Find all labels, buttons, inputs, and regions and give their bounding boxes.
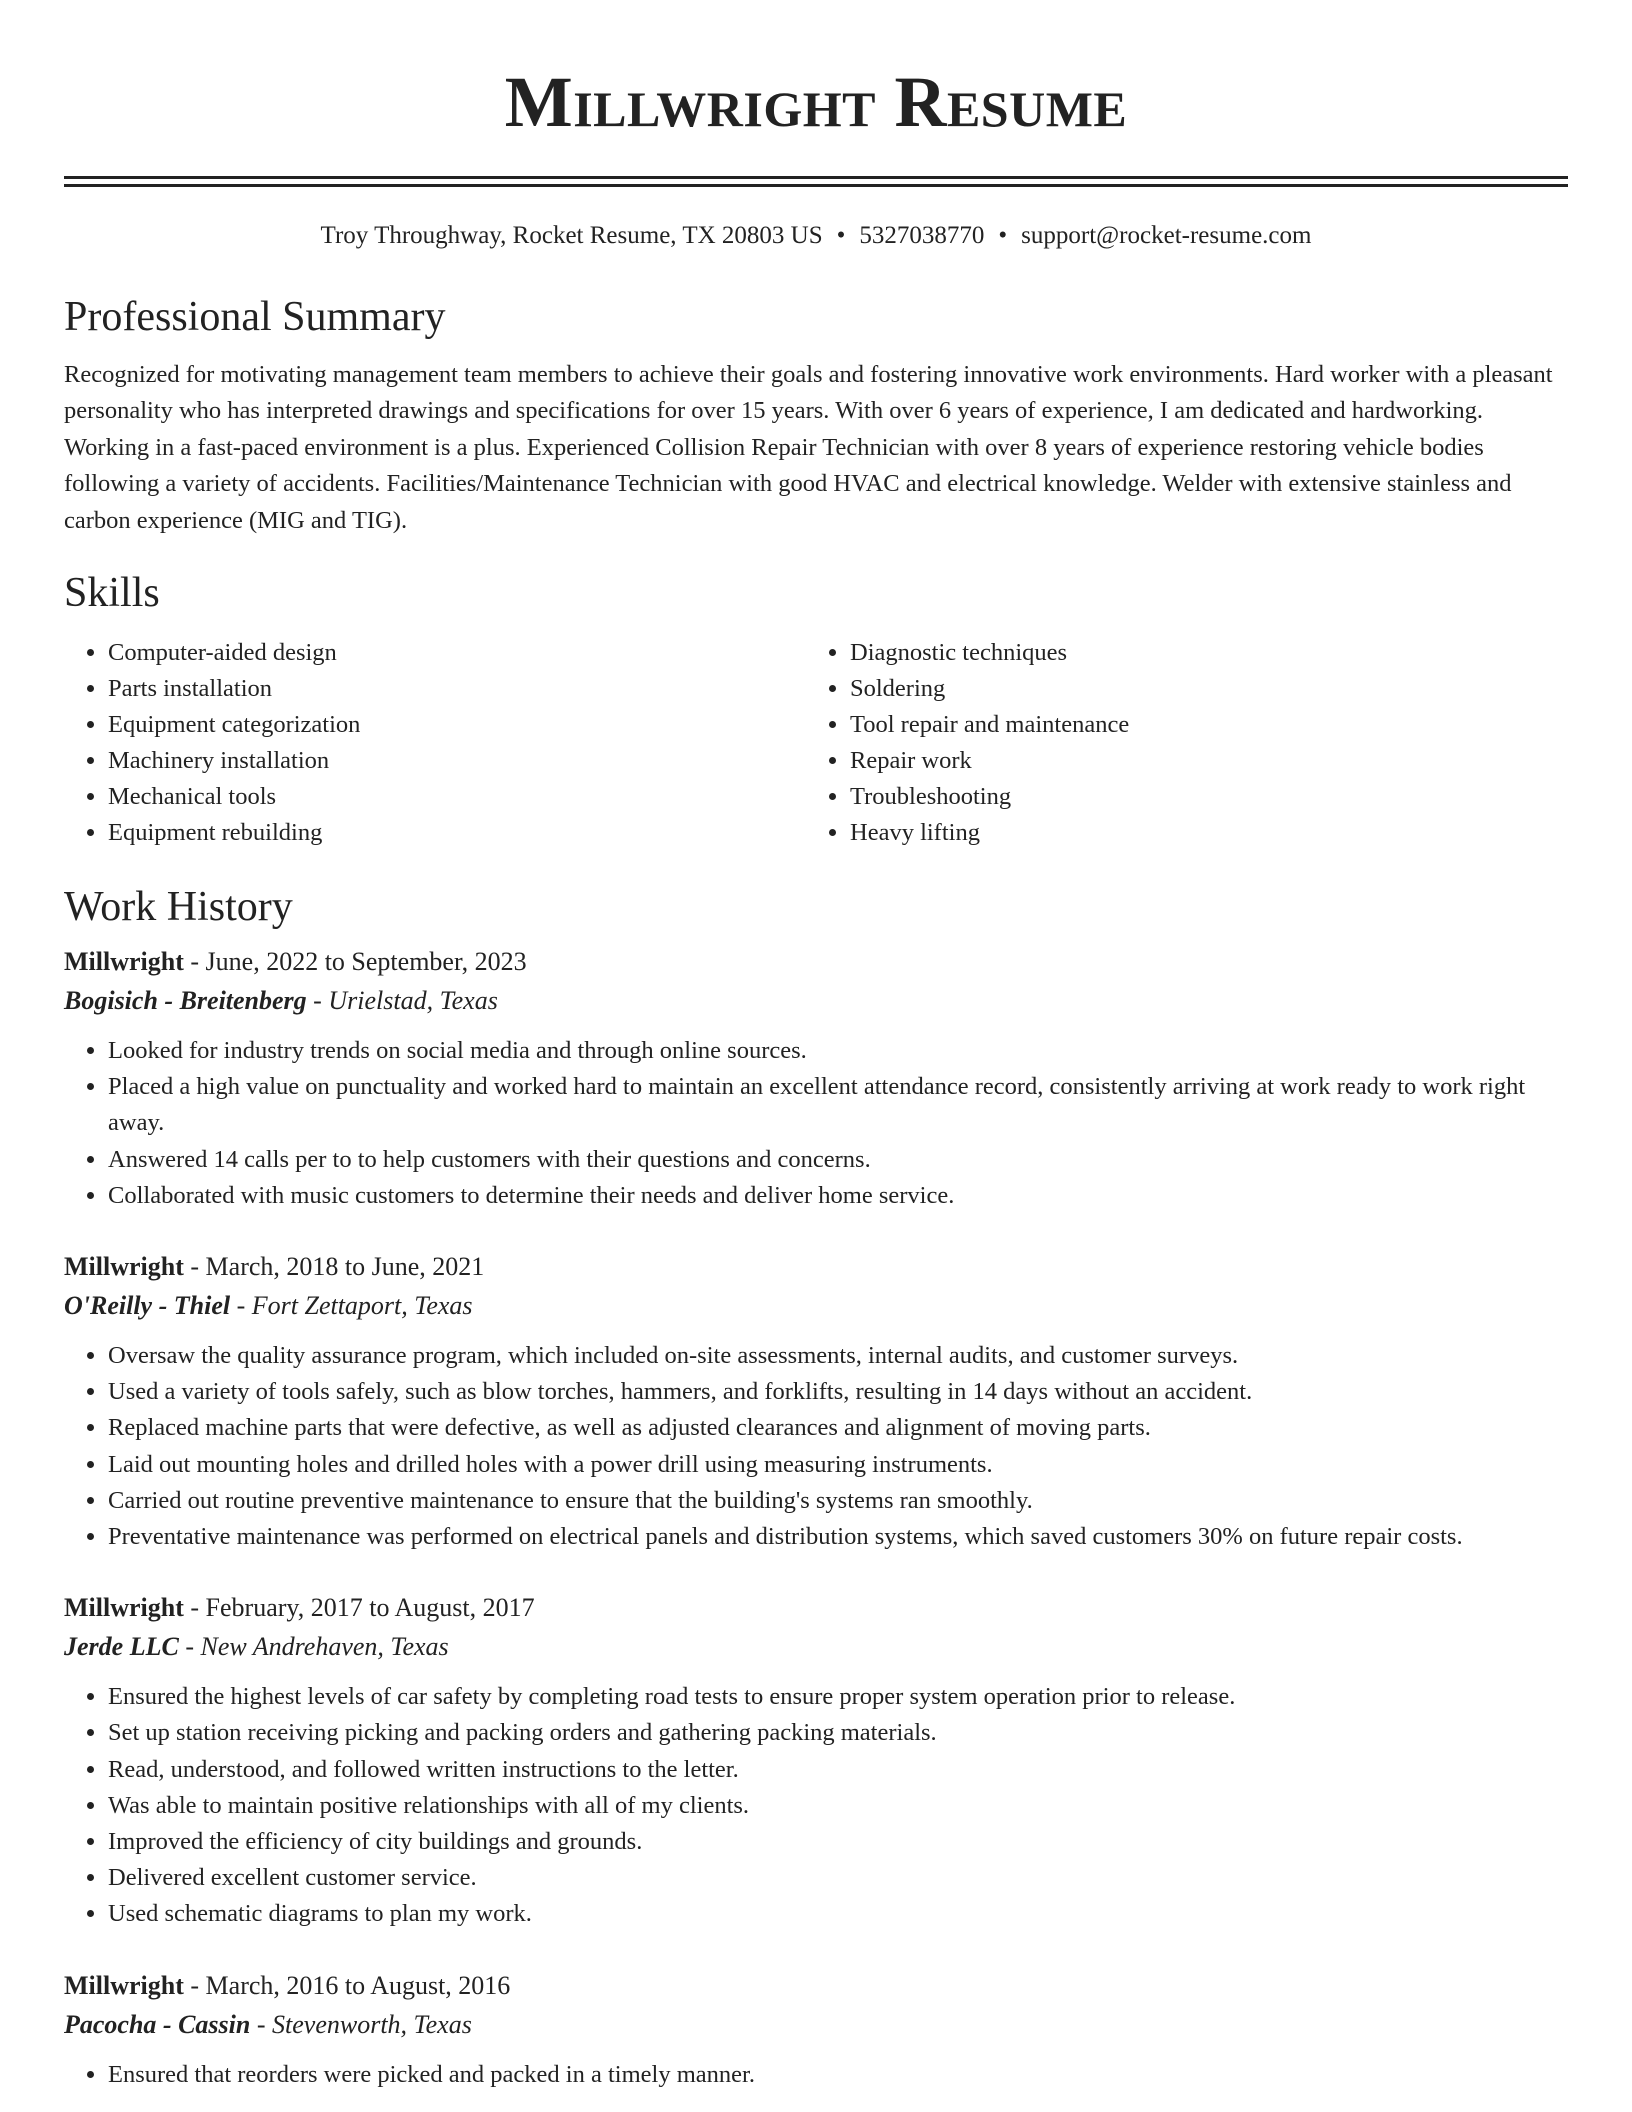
job-bullet: • Ensured that reorders were picked and packed in a timely manner. [108,2057,1568,2093]
skill-item: • Tool repair and maintenance [850,707,1548,743]
job-bullet: • Used a variety of tools safely, such as blow torches, hammers, and forklifts, resulting in 14 days without an accident. [108,1374,1568,1410]
job-bullet: • Was able to maintain positive relationships with all of my clients. [108,1788,1568,1824]
job-dates: March, 2016 to August, 2016 [205,1970,511,2000]
job-bullet: • Answered 14 calls per to to help customers with their questions and concerns. [108,1142,1568,1178]
job-company: O'Reilly - Thiel [64,1291,231,1321]
contact-separator: • [998,222,1008,249]
skills-column-right [806,635,1548,851]
skills-list [64,635,1568,851]
contact-phone: 5327038770 [859,222,985,249]
job-location: Stevenworth, Texas [272,2009,472,2039]
job-header: Millwright - March, 2016 to August, 2016 [64,1970,511,2000]
skill-item: • Mechanical tools [108,779,806,815]
job-header: Millwright - March, 2018 to June, 2021 [64,1252,485,1282]
job-company-line: Pacocha - Cassin - Stevenworth, Texas [64,2009,472,2039]
summary-text: Recognized for motivating management team members to achieve their goals and fostering innovative work environments. Hard worker with a pleasant personality who has interpreted drawings and specifications for over 15 years. With over 6 years of experience, I am dedicated and hardworking. Working in a fast-paced environment is a plus. Experienced Collision Repair Technician with over 8 years of experience restoring vehicle bodies following a variety of accidents. Facilities/Maintenance Technician with good HVAC and electrical knowledge. Welder with extensive stainless and carbon experience (MIG and TIG). [64,361,1553,534]
job-bullet: • Collaborated with music customers to determine their needs and deliver home service. [108,1178,1568,1214]
skill-item: • Soldering [850,671,1548,707]
job-bullet: • Read, understood, and followed written instructions to the letter. [108,1752,1568,1788]
job-bullets [64,1679,1568,1932]
skills-column-left [64,635,806,851]
job-entry [64,1248,1568,1555]
job-company: Pacocha - Cassin [64,2009,251,2039]
job-bullet: • Set up station receiving picking and packing orders and gathering packing materials. [108,1715,1568,1751]
job-role: Millwright [64,947,184,977]
contact-email: support@rocket-resume.com [1021,222,1312,249]
job-company: Bogisich - Breitenberg [64,986,307,1016]
job-header: Millwright - June, 2022 to September, 2023 [64,947,527,977]
job-bullet: • Ensured the highest levels of car safety by completing road tests to ensure proper system operation prior to release. [108,1679,1568,1715]
skill-item: • Machinery installation [108,743,806,779]
job-bullet: • Carried out routine preventive maintenance to ensure that the building's systems ran smoothly. [108,1483,1568,1519]
job-location: New Andrehaven, Texas [200,1632,449,1662]
job-company-line: O'Reilly - Thiel - Fort Zettaport, Texas [64,1291,473,1321]
job-role: Millwright [64,1593,184,1623]
skill-item: • Heavy lifting [850,815,1548,851]
job-bullet: • Looked for industry trends on social media and through online sources. [108,1033,1568,1069]
skill-item: • Computer-aided design [108,635,806,671]
job-company-line: Bogisich - Breitenberg - Urielstad, Texas [64,986,498,1016]
contact-address: Troy Throughway, Rocket Resume, TX 20803 US [320,222,823,249]
summary-heading: Professional Summary [64,294,446,340]
job-bullet: • Used schematic diagrams to plan my work. [108,1896,1568,1932]
job-bullet: • Laid out mounting holes and drilled holes with a power drill using measuring instruments. [108,1447,1568,1483]
job-dates: February, 2017 to August, 2017 [205,1593,535,1623]
work-history-heading: Work History [64,884,293,931]
job-bullet: • Delivered excellent customer service. [108,1860,1568,1896]
skill-item: • Equipment rebuilding [108,815,806,851]
job-bullets [64,2057,1568,2093]
contact-separator: • [836,222,846,249]
job-entry [64,943,1568,1214]
resume-content [0,291,1632,2093]
job-bullet: • Improved the efficiency of city buildings and grounds. [108,1824,1568,1860]
job-entry [64,1589,1568,1932]
job-company: Jerde LLC [64,1632,179,1662]
job-location: Fort Zettaport, Texas [251,1291,473,1321]
job-dates: March, 2018 to June, 2021 [205,1252,485,1282]
job-bullet: • Placed a high value on punctuality and worked hard to maintain an excellent attendance record, consistently arriving at work ready to work right away. [108,1069,1568,1141]
job-dates: June, 2022 to September, 2023 [205,947,527,977]
resume-header [0,0,1632,251]
contact-line [0,221,1632,251]
skills-heading: Skills [64,570,160,617]
job-bullet: • Preventative maintenance was performed on electrical panels and distribution systems, which saved customers 30% on future repair costs. [108,1519,1568,1555]
job-role: Millwright [64,1970,184,2000]
skill-item: • Parts installation [108,671,806,707]
skill-item: • Repair work [850,743,1548,779]
job-bullet: • Oversaw the quality assurance program, which included on-site assessments, internal audits, and customer surveys. [108,1338,1568,1374]
skill-item: • Equipment categorization [108,707,806,743]
job-role: Millwright [64,1252,184,1282]
job-header: Millwright - February, 2017 to August, 2017 [64,1593,535,1623]
job-company-line: Jerde LLC - New Andrehaven, Texas [64,1632,449,1662]
skill-item: • Diagnostic techniques [850,635,1548,671]
header-divider [64,176,1568,187]
job-bullets [64,1033,1568,1214]
job-bullet: • Replaced machine parts that were defective, as well as adjusted clearances and alignment of moving parts. [108,1410,1568,1446]
skill-item: • Troubleshooting [850,779,1548,815]
job-location: Urielstad, Texas [328,986,498,1016]
job-bullets [64,1338,1568,1555]
job-entry [64,1967,1568,2093]
resume-title: Millwright Resume [504,62,1128,142]
